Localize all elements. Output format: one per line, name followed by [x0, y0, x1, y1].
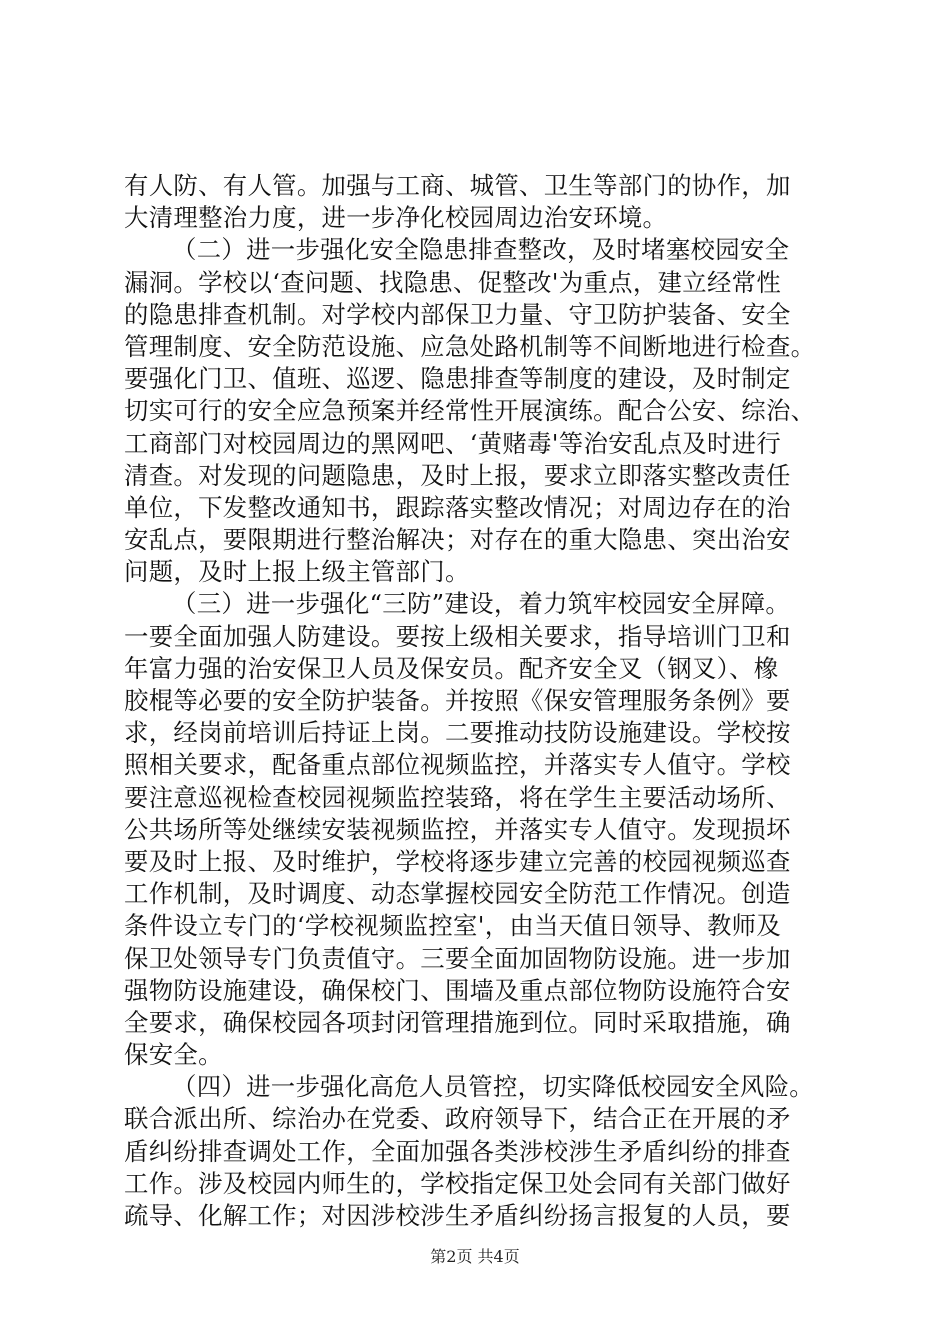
text-line: 条件设立专门的‘学校视频监控室'，由当天值日领导、教师及: [124, 911, 782, 941]
page-footer: 第2页 共4页: [430, 1247, 520, 1266]
text-line: 联合派出所、综治办在党委、政府领导下，结合正在开展的矛: [124, 1104, 791, 1134]
text-line: 单位，下发整改通知书，跟踪落实整改情况；对周边存在的治: [124, 492, 791, 522]
text-line: 工作。涉及校园内师生的，学校指定保卫处会同有关部门做好: [124, 1168, 791, 1198]
text-line: 的隐患排查机制。对学校内部保卫力量、守卫防护装备、安全: [124, 299, 791, 329]
text-line: 保安全。: [124, 1040, 223, 1070]
text-line: 年富力强的治安保卫人员及保安员。配齐安全叉（钢叉）、橡: [124, 653, 779, 683]
text-line: 胶棍等必要的安全防护装备。并按照《保安管理服务条例》要: [124, 686, 791, 715]
text-line: 漏洞。学校以‘查问题、找隐患、促整改'为重点，建立经常性: [124, 267, 782, 297]
text-line: 大清理整治力度，进一步净化校园周边治安环境。: [124, 203, 668, 233]
text-line: 问题，及时上报上级主管部门。: [124, 557, 470, 587]
text-line: 要及时上报、及时维护，学校将逐步建立完善的校园视频巡查: [124, 846, 791, 876]
text-line: 全要求，确保校园各项封闭管理措施到位。同时采取措施，确: [124, 1007, 791, 1037]
body-text: [124, 170, 844, 1232]
text-line: 安乱点，要限期进行整治解决；对存在的重大隐患、突出治安: [124, 525, 791, 555]
text-line: 工作机制，及时调度、动态掌握校园安全防范工作情况。创造: [124, 879, 791, 909]
text-line: 强物防设施建设，确保校门、围墙及重点部位物防设施符合安: [124, 975, 791, 1005]
paragraph-first-line: （四）进一步强化高危人员管控，切实降低校园安全风险。: [172, 1072, 814, 1102]
text-line: 保卫处领导专门负责值守。三要全面加固物防设施。进一步加: [124, 943, 791, 973]
text-line: 要强化门卫、值班、巡逻、隐患排查等制度的建设，及时制定: [124, 364, 791, 394]
text-line: 管理制度、安全防范设施、应急处路机制等不间断地进行检查。: [124, 331, 816, 361]
text-line: 要注意巡视检查校园视频监控装臵，将在学生主要活动场所、: [124, 782, 791, 812]
text-line: 工商部门对校园周边的黑网吧、‘黄赌毒'等治安乱点及时进行: [124, 428, 782, 458]
text-line: 切实可行的安全应急预案并经常性开展演练。配合公安、综治、: [124, 396, 816, 426]
text-line: 清查。对发现的问题隐患，及时上报，要求立即落实整改责任: [124, 460, 791, 490]
text-line: 求，经岗前培训后持证上岗。二要推动技防设施建设。学校按: [124, 718, 791, 748]
text-line: 一要全面加强人防建设。要按上级相关要求，指导培训门卫和: [124, 621, 791, 651]
text-line: 照相关要求，配备重点部位视频监控，并落实专人值守。学校: [124, 750, 791, 780]
text-line: 有人防、有人管。加强与工商、城管、卫生等部门的协作，加: [124, 171, 791, 200]
text-line: 公共场所等处继续安装视频监控，并落实专人值守。发现损坏: [124, 814, 791, 844]
paragraph-first-line: （二）进一步强化安全隐患排查整改，及时堵塞校园安全: [172, 235, 790, 265]
text-line: 疏导、化解工作；对因涉校涉生矛盾纠纷扬言报复的人员，要: [124, 1201, 791, 1230]
text-line: 盾纠纷排查调处工作，全面加强各类涉校涉生矛盾纠纷的排查: [124, 1136, 791, 1166]
paragraph-first-line: （三）进一步强化“三防”建设，着力筑牢校园安全屏障。: [172, 589, 791, 619]
